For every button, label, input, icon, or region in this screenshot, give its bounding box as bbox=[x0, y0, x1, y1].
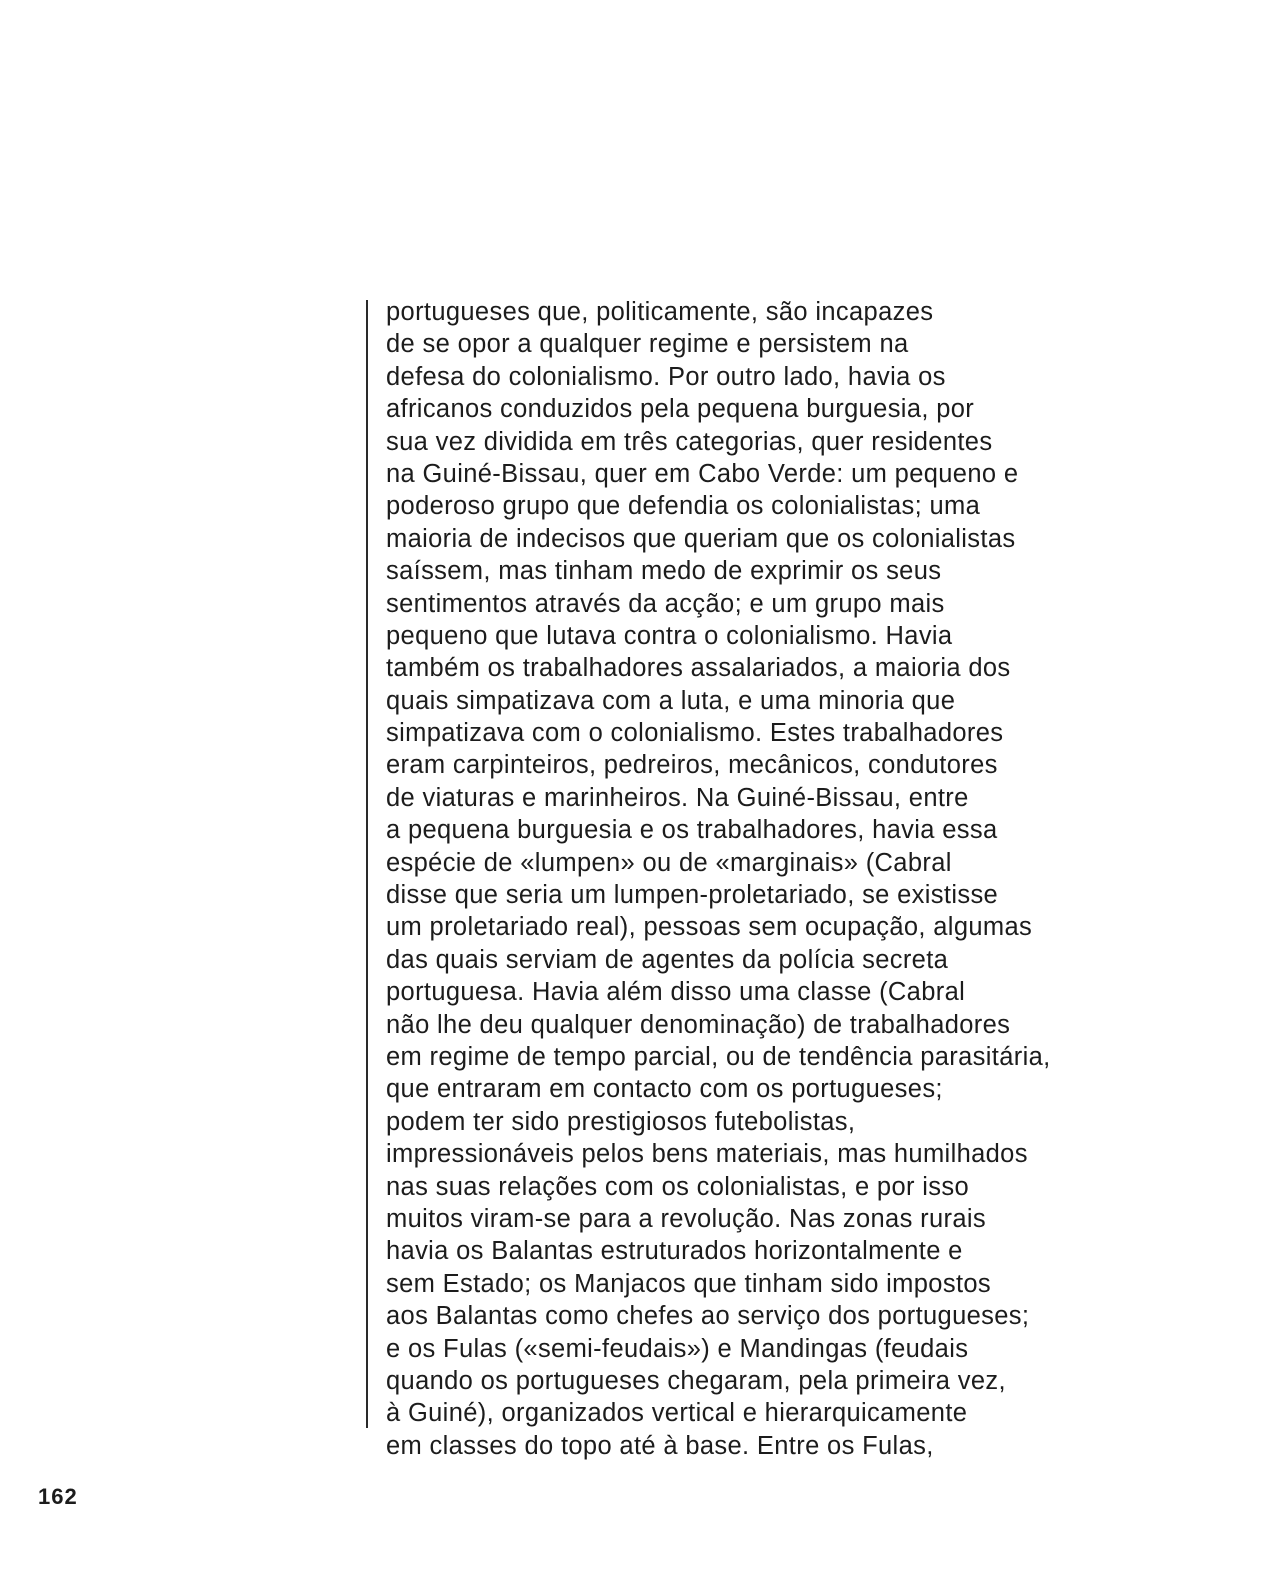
text-line: à Guiné), organizados vertical e hierarquicamente bbox=[386, 1399, 968, 1428]
text-line: muitos viram-se para a revolução. Nas zonas rurais bbox=[386, 1204, 986, 1233]
text-line: portuguesa. Havia além disso uma classe (Cabral bbox=[386, 978, 966, 1007]
page-number: 162 bbox=[38, 1484, 78, 1509]
text-line: em regime de tempo parcial, ou de tendência parasitária, bbox=[386, 1042, 1051, 1071]
text-line: impressionáveis pelos bens materiais, mas humilhados bbox=[386, 1140, 1028, 1169]
text-line: que entraram em contacto com os portugueses; bbox=[386, 1075, 943, 1104]
text-line: um proletariado real), pessoas sem ocupação, algumas bbox=[386, 913, 1033, 942]
text-line: a pequena burguesia e os trabalhadores, havia essa bbox=[386, 816, 998, 845]
text-line: de viaturas e marinheiros. Na Guiné-Bissau, entre bbox=[386, 783, 969, 812]
text-line: nas suas relações com os colonialistas, e por isso bbox=[386, 1172, 970, 1201]
text-line: sentimentos através da acção; e um grupo mais bbox=[386, 589, 945, 618]
text-line: sua vez dividida em três categorias, quer residentes bbox=[386, 427, 993, 456]
text-line: eram carpinteiros, pedreiros, mecânicos, condutores bbox=[386, 751, 998, 780]
margin-rule bbox=[366, 300, 368, 1428]
text-line: e os Fulas («semi-feudais») e Mandingas (feudais bbox=[386, 1334, 969, 1363]
text-line: sem Estado; os Manjacos que tinham sido impostos bbox=[386, 1269, 992, 1298]
text-line: saíssem, mas tinham medo de exprimir os seus bbox=[386, 557, 942, 586]
text-line: defesa do colonialismo. Por outro lado, havia os bbox=[386, 362, 946, 391]
text-line: quais simpatizava com a luta, e uma minoria que bbox=[386, 686, 956, 715]
text-line: podem ter sido prestigiosos futebolistas, bbox=[386, 1107, 856, 1136]
text-line: espécie de «lumpen» ou de «marginais» (Cabral bbox=[386, 848, 952, 877]
text-line: não lhe deu qualquer denominação) de trabalhadores bbox=[386, 1010, 1011, 1039]
text-line: de se opor a qualquer regime e persistem na bbox=[386, 330, 909, 359]
text-line: em classes do topo até à base. Entre os Fulas, bbox=[386, 1431, 934, 1460]
text-line: pequeno que lutava contra o colonialismo. Havia bbox=[386, 621, 953, 650]
text-line: disse que seria um lumpen-proletariado, se existisse bbox=[386, 881, 999, 910]
body-text bbox=[386, 296, 1216, 1462]
text-line: também os trabalhadores assalariados, a maioria dos bbox=[386, 654, 1011, 683]
text-line: havia os Balantas estruturados horizontalmente e bbox=[386, 1237, 963, 1266]
text-line: africanos conduzidos pela pequena burguesia, por bbox=[386, 395, 975, 424]
text-line: simpatizava com o colonialismo. Estes trabalhadores bbox=[386, 719, 1004, 748]
text-line: poderoso grupo que defendia os colonialistas; uma bbox=[386, 492, 981, 521]
text-line: das quais serviam de agentes da polícia secreta bbox=[386, 945, 949, 974]
text-line: maioria de indecisos que queriam que os colonialistas bbox=[386, 524, 1016, 553]
text-line: quando os portugueses chegaram, pela primeira vez, bbox=[386, 1366, 1006, 1395]
text-line: portugueses que, politicamente, são incapazes bbox=[386, 298, 934, 326]
text-line: aos Balantas como chefes ao serviço dos portugueses; bbox=[386, 1302, 1030, 1331]
text-line: na Guiné-Bissau, quer em Cabo Verde: um pequeno e bbox=[386, 459, 1019, 488]
